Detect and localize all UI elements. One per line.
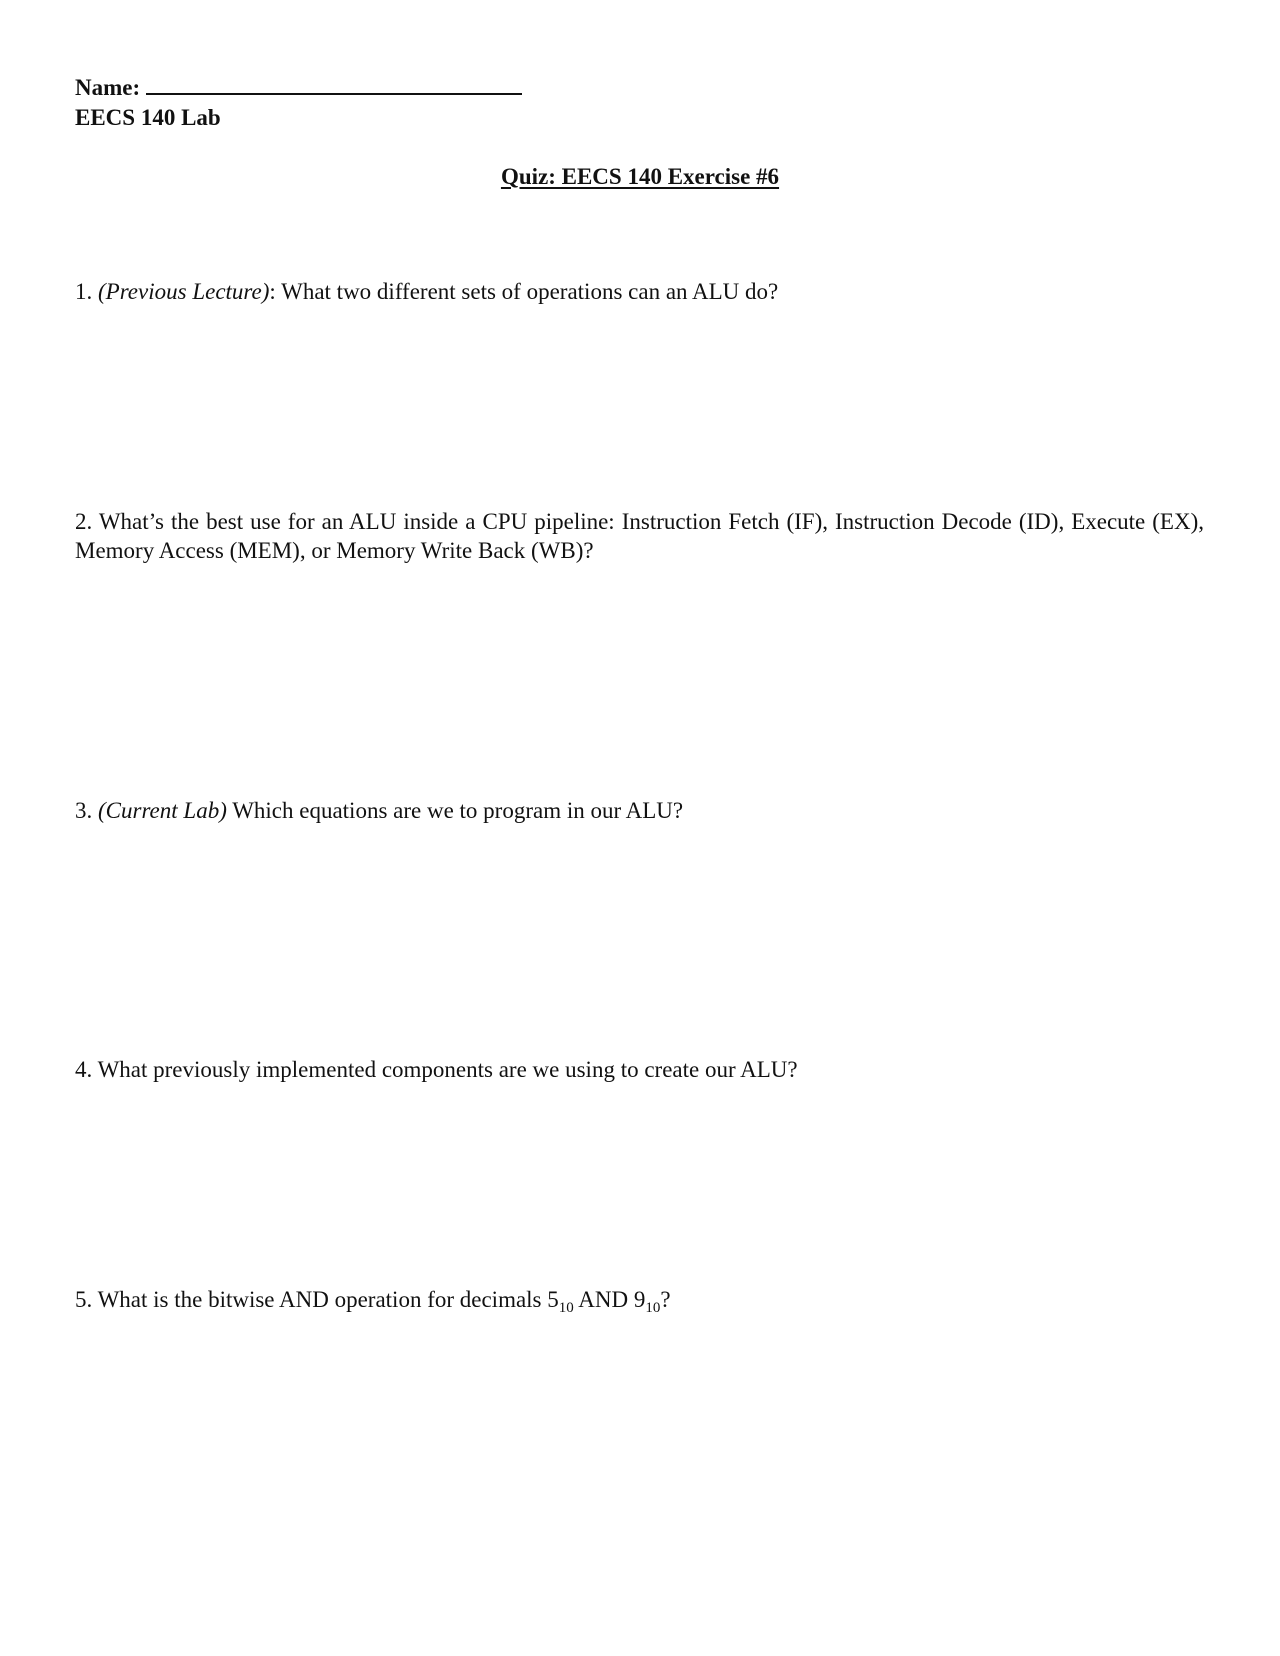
question-5-suffix: ? bbox=[660, 1287, 671, 1312]
question-1 bbox=[75, 277, 1204, 306]
page-title-text: Quiz: EECS 140 Exercise #6 bbox=[500, 164, 780, 189]
course-label: EECS 140 Lab bbox=[75, 105, 221, 130]
question-4 bbox=[75, 1055, 1204, 1084]
question-5 bbox=[75, 1285, 1204, 1318]
question-1-number: 1. bbox=[75, 279, 93, 304]
name-line bbox=[75, 73, 522, 103]
question-1-text: : What two different sets of operations can an ALU do? bbox=[269, 279, 779, 304]
question-5-subscript-1: 10 bbox=[558, 1300, 574, 1316]
question-5-middle: AND 9 bbox=[573, 1287, 646, 1312]
question-3-number: 3. bbox=[75, 798, 93, 823]
question-2-text: 2. What’s the best use for an ALU inside a CPU pipeline: Instruction Fetch (IF), Instruction Decode (ID), Execute (EX), Memory Access (MEM), or Memory Write Back (WB)? bbox=[75, 509, 1204, 563]
question-3-tag: (Current Lab) bbox=[98, 798, 227, 823]
question-5-subscript-2: 10 bbox=[645, 1300, 661, 1316]
question-5-prefix: 5. What is the bitwise AND operation for decimals 5 bbox=[75, 1287, 559, 1312]
page-title bbox=[0, 162, 1280, 192]
question-1-tag: (Previous Lecture) bbox=[98, 279, 270, 304]
question-3-text: Which equations are we to program in our ALU? bbox=[226, 798, 684, 823]
name-blank-line bbox=[146, 75, 522, 95]
question-3 bbox=[75, 796, 1204, 825]
question-2 bbox=[75, 507, 1204, 565]
question-4-text: 4. What previously implemented components are we using to create our ALU? bbox=[75, 1057, 798, 1082]
header-block bbox=[75, 73, 522, 133]
name-label: Name: bbox=[75, 75, 141, 100]
